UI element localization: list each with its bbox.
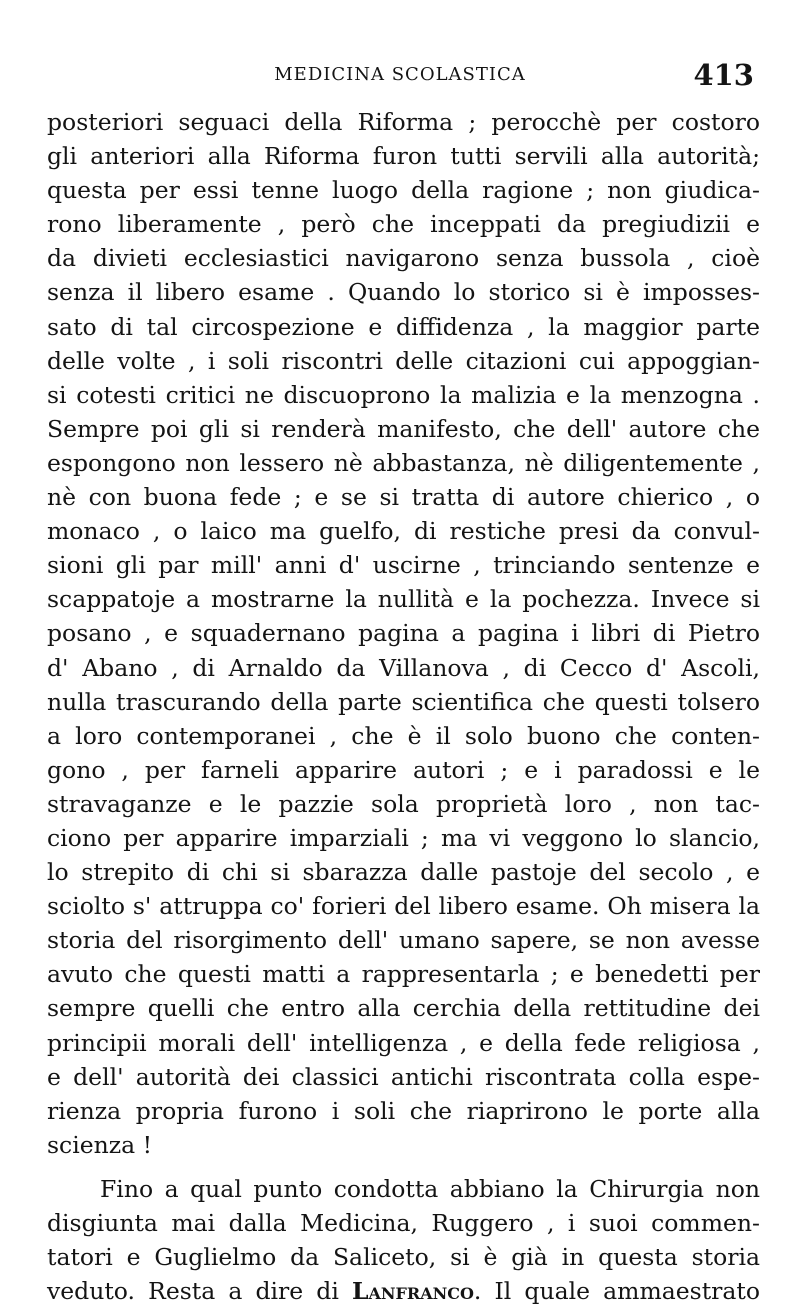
text-line: scienza !: [47, 1130, 153, 1159]
text-line: sioni gli par mill' anni d' uscirne , trinciando sentenze e: [47, 551, 760, 580]
text-line: tatori e Guglielmo da Saliceto, si è già in questa storia: [47, 1243, 760, 1272]
text-line: gli anteriori alla Riforma furon tutti servili alla autorità;: [47, 142, 760, 171]
text-line: da divieti ecclesiastici navigarono senza bussola , cioè: [47, 244, 760, 273]
text-line: ciono per apparire imparziali ; ma vi veggono lo slancio,: [47, 823, 760, 852]
text-line: nè con buona fede ; e se si tratta di autore chierico , o: [47, 483, 760, 512]
text-line: lo strepito di chi si sbarazza dalle pastoje del secolo , e: [47, 858, 760, 887]
text-line: monaco , o laico ma guelfo, di restiche presi da convul-: [47, 517, 760, 546]
body-text: [47, 105, 760, 1308]
text-line: sempre quelli che entro alla cerchia della rettitudine dei: [47, 994, 760, 1023]
text-line: stravaganze e le pazzie sola proprietà loro , non tac-: [47, 789, 760, 818]
text-line: Sempre poi gli si renderà manifesto, che dell' autore che: [47, 414, 760, 443]
running-head: [0, 58, 800, 98]
text-line: Fino a qual punto condotta abbiano la Chirurgia non: [100, 1174, 760, 1203]
text-line: espongono non lessero nè abbastanza, nè diligentemente ,: [47, 448, 760, 477]
text-line: rienza propria furono i soli che riaprirono le porte alla: [47, 1096, 760, 1125]
text-line: sciolto s' attruppa co' forieri del libero esame. Oh misera la: [47, 892, 760, 921]
text-line: a loro contemporanei , che è il solo buono che conten-: [47, 721, 760, 750]
text-run: . Il quale ammaestrato: [473, 1277, 760, 1306]
text-run: veduto. Resta a dire di: [47, 1277, 352, 1306]
text-line: e dell' autorità dei classici antichi riscontrata colla espe-: [47, 1062, 760, 1091]
text-line: questa per essi tenne luogo della ragione ; non giudica-: [47, 176, 760, 205]
text-line: principii morali dell' intelligenza , e della fede religiosa ,: [47, 1028, 760, 1057]
text-line: scappatoje a mostrarne la nullità e la pochezza. Invece si: [47, 585, 760, 614]
text-line: gono , per farneli apparire autori ; e i paradossi e le: [47, 755, 760, 784]
text-line: senza il libero esame . Quando lo storico si è imposses-: [47, 278, 760, 307]
text-line: disgiunta mai dalla Medicina, Ruggero , i suoi commen-: [47, 1209, 760, 1237]
paragraph-1: [47, 105, 760, 1162]
running-head-title: MEDICINA SCOLASTICA: [274, 64, 526, 85]
text-line: storia del risorgimento dell' umano sapere, se non avesse: [47, 926, 760, 955]
text-line: si cotesti critici ne discuoprono la malizia e la menzogna .: [47, 380, 760, 409]
text-line: nulla trascurando della parte scientifica che questi tolsero: [47, 687, 760, 716]
text-line: rono liberamente , però che inceppati da pregiudizii e: [47, 210, 760, 239]
name-small-caps: Lanfranco: [351, 1277, 474, 1306]
paragraph-2: [47, 1172, 760, 1308]
text-line: sato di tal circospezione e diffidenza , la maggior parte: [47, 312, 760, 341]
text-line: delle volte , i soli riscontri delle citazioni cui appoggian-: [47, 346, 760, 375]
text-line: posteriori seguaci della Riforma ; perocchè per costoro: [47, 108, 760, 136]
text-line: avuto che questi matti a rappresentarla ; e benedetti per: [47, 960, 760, 989]
text-line: posano , e squadernano pagina a pagina i libri di Pietro: [47, 619, 760, 648]
text-line: [47, 1274, 760, 1308]
text-line: d' Abano , di Arnaldo da Villanova , di Cecco d' Ascoli,: [47, 653, 760, 682]
page-number: 413: [693, 58, 754, 92]
